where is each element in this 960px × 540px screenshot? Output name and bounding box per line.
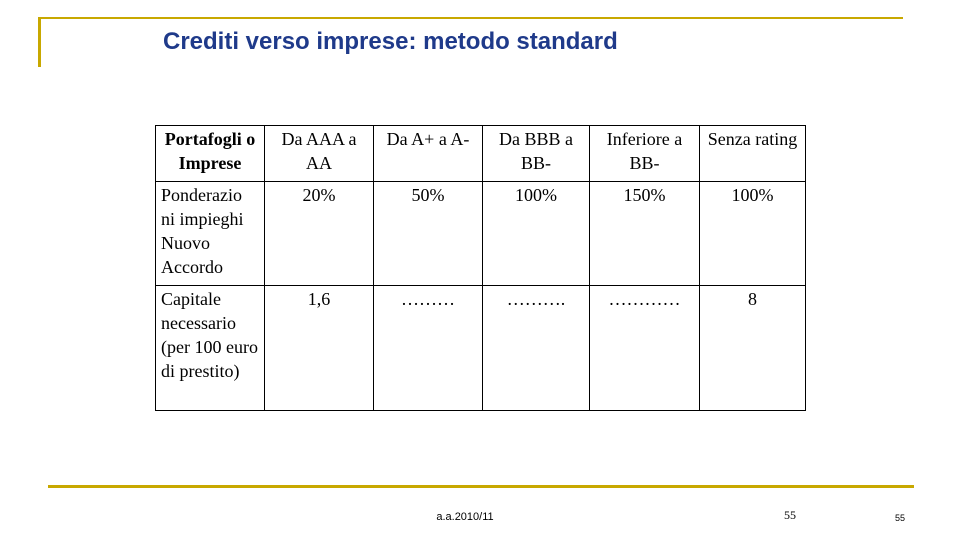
table-cell: ………: [374, 286, 483, 411]
table-header-cell: Da AAA a AA: [265, 126, 374, 182]
table-cell: ……….: [483, 286, 590, 411]
risk-weight-table: [155, 125, 806, 411]
table-header-cell: Portafogli o Imprese: [156, 126, 265, 182]
table-header-cell: Da BBB a BB-: [483, 126, 590, 182]
table-row: [156, 286, 806, 411]
frame-top-rule: [38, 17, 903, 19]
table-header-row: [156, 126, 806, 182]
footer-academic-year: a.a.2010/11: [436, 511, 494, 523]
footer-rule: [48, 485, 914, 488]
table-cell: 8: [700, 286, 806, 411]
slide-title: Crediti verso imprese: metodo standard: [163, 28, 618, 55]
table-row-label: Capitale necessario (per 100 euro di prestito): [156, 286, 265, 411]
table-cell: …………: [590, 286, 700, 411]
table-cell: 150%: [590, 182, 700, 286]
table-cell: 50%: [374, 182, 483, 286]
table-row-label: Ponderazio ni impieghi Nuovo Accordo: [156, 182, 265, 286]
table-cell: 100%: [700, 182, 806, 286]
slide-number: 55: [894, 513, 905, 523]
table-header-cell: Da A+ a A-: [374, 126, 483, 182]
table-row: [156, 182, 806, 286]
table-header-cell: Senza rating: [700, 126, 806, 182]
table-cell: 20%: [265, 182, 374, 286]
table-cell: 100%: [483, 182, 590, 286]
table-header-cell: Inferiore a BB-: [590, 126, 700, 182]
table-cell: 1,6: [265, 286, 374, 411]
page-number: 55: [784, 508, 796, 522]
frame-left-accent: [38, 17, 41, 67]
